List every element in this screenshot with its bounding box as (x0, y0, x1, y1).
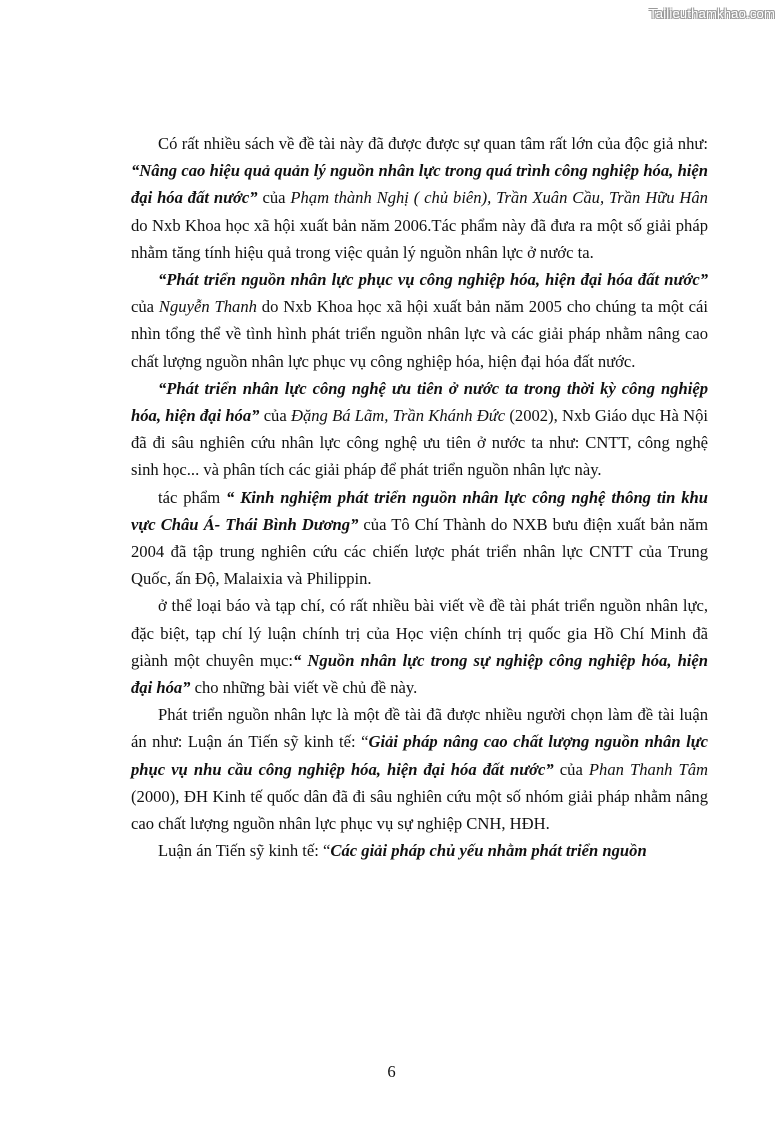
section-title: “ Nguồn nhân lực trong sự nghiệp công nghiệp hóa, hiện đại hóa” (131, 650, 708, 698)
paragraph-7 (131, 837, 708, 864)
paragraph-text: (2000), ĐH Kinh tế quốc dân đã đi sâu nghiên cứu một số nhóm giải pháp nhằm nâng cao chất lượng nguồn nhân lực phục vụ sự nghiệp CNH, HĐH. (131, 786, 708, 834)
paragraph-text: do Nxb Khoa học xã hội xuất bản năm 2005 cho chúng ta một cái nhìn tổng thể về tình hình phát triển nguồn nhân lực và các giải pháp nhằm nâng cao chất lượng nguồn nhân lực phục vụ công nghiệp hóa, hiện đại hóa đất nước. (131, 297, 709, 371)
paragraph-text: của (259, 406, 291, 426)
paragraph-text: do Nxb Khoa học xã hội xuất bản năm 2006.Tác phẩm này đã đưa ra một số giải pháp nhằm tăng tính hiệu quả trong việc quản lý nguồn nhân lực ở nước ta. (131, 215, 708, 262)
page-number: 6 (387, 1062, 396, 1081)
author-names: Phan Thanh Tâm (588, 759, 709, 779)
author-names: Đặng Bá Lãm, Trần Khánh Đức (290, 406, 506, 426)
paragraph-4 (131, 484, 708, 593)
paragraph-text: ở thể loại báo và tạp chí, có rất nhiều bài viết về đề tài phát triển nguồn nhân lực, đặc biệt, tạp chí lý luận chính trị của Học viện chính trị quốc gia Hồ Chí Minh đã giành một chuyên mục: (131, 596, 708, 670)
book-title: “Nâng cao hiệu quả quản lý nguồn nhân lực trong quá trình công nghiệp hóa, hiện đại hóa đất nước” (131, 161, 708, 208)
paragraph-text: của Tô Chí Thành do NXB bưu điện xuất bản năm 2004 đã tập trung nghiên cứu các chiến lược phát triển nhân lực CNTT của Trung Quốc, ấn Độ, Malaixia và Philippin. (131, 514, 709, 589)
paragraph-2 (131, 266, 708, 375)
paragraph-text: cho những bài viết về chủ đề này. (190, 678, 418, 698)
document-body (131, 130, 708, 864)
author-names: Nguyễn Thanh (158, 297, 257, 317)
paragraph-3 (131, 375, 708, 484)
paragraph-text: Có rất nhiều sách về đề tài này đã được được sự quan tâm rất lớn của độc giả như: (158, 134, 708, 153)
paragraph-text: của (131, 297, 159, 317)
paragraph-text: tác phẩm (158, 487, 227, 507)
paragraph-1 (131, 130, 708, 266)
thesis-title: Các giải pháp chủ yếu nhằm phát triển nguồn (330, 841, 647, 861)
watermark-text: Tailieuthamkhao.com (649, 6, 775, 21)
paragraph-text: Luận án Tiến sỹ kinh tế: “ (158, 841, 331, 861)
book-title: “Phát triển nhân lực công nghệ ưu tiên ở nước ta trong thời kỳ công nghiệp hóa, hiện đại hóa” (131, 378, 708, 426)
paragraph-5 (131, 592, 708, 701)
paragraph-text: của (553, 759, 589, 779)
paragraph-text: Phát triển nguồn nhân lực là một đề tài đã được nhiều người chọn làm đề tài luận án như: Luận án Tiến sỹ kinh tế: “ (131, 705, 708, 752)
paragraph-text: của (257, 188, 291, 208)
book-title: “ Kinh nghiệm phát triển nguồn nhân lực công nghệ thông tin khu vực Châu Á- Thái Bình Dương” (131, 487, 708, 534)
author-names: Phạm thành Nghị ( chủ biên), Trần Xuân Cầu, Trần Hữu Hân (290, 188, 708, 208)
paragraph-text: (2002), Nxb Giáo dục Hà Nội đã đi sâu nghiên cứu nhân lực công nghệ ưu tiên ở nước ta như: CNTT, công nghệ sinh học... và phân tích các giải pháp để phát triển nguồn nhân lực này. (131, 406, 709, 480)
book-title: “Phát triển nguồn nhân lực phục vụ công nghiệp hóa, hiện đại hóa đất nước” (158, 270, 708, 290)
paragraph-6 (131, 701, 708, 837)
thesis-title: Giải pháp nâng cao chất lượng nguồn nhân lực phục vụ nhu cầu công nghiệp hóa, hiện đại hóa đất nước” (131, 732, 708, 779)
